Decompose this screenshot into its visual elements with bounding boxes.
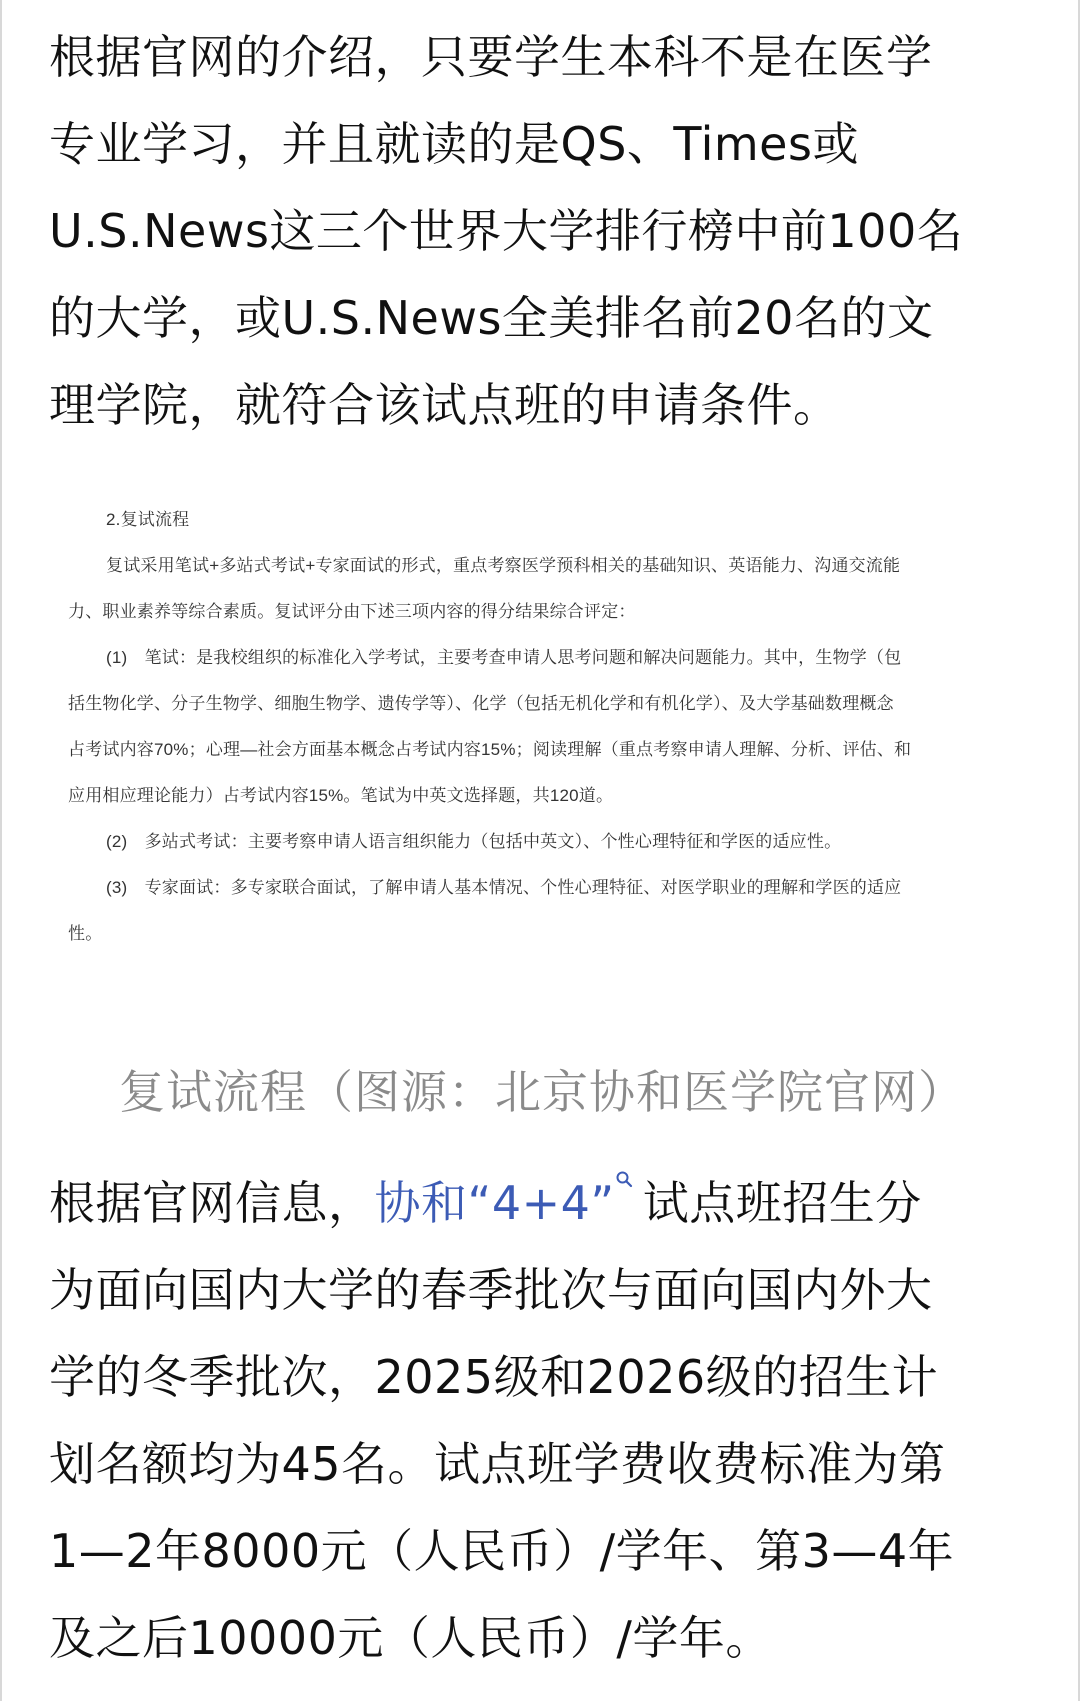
figure-line: 应用相应理论能力）占考试内容15%。笔试为中英文选择题，共120道。 xyxy=(68,786,614,805)
admission-line: 划名额均为45名。试点班学费收费标准为第 xyxy=(49,1437,946,1491)
admission-line: 学的冬季批次，2025级和2026级的招生计 xyxy=(49,1350,939,1404)
intro-line: 根据官网的介绍，只要学生本科不是在医学 xyxy=(49,30,933,84)
intro-line: 理学院，就符合该试点班的申请条件。 xyxy=(49,378,840,432)
admission-paragraph xyxy=(49,1160,1039,1682)
image-caption: 复试流程（图源：北京协和医学院官网） xyxy=(119,1065,965,1119)
xiehe-4plus4-search-link[interactable]: 协和“4+4” xyxy=(374,1176,615,1230)
intro-line: 的大学，或U.S.News全美排名前20名的文 xyxy=(49,291,934,345)
figure-heading: 2.复试流程 xyxy=(106,510,190,529)
admission-line: 及之后10000元（人民币）/学年。 xyxy=(49,1611,772,1665)
figure-line: (1) 笔试：是我校组织的标准化入学考试，主要考查申请人思考问题和解决问题能力。其中，生物学（包 xyxy=(106,648,902,667)
figure-line: (3) 专家面试：多专家联合面试，了解申请人基本情况、个性心理特征、对医学职业的理解和学医的适应 xyxy=(106,878,902,897)
admission-line: 为面向国内大学的春季批次与面向国内外大 xyxy=(49,1263,933,1317)
admission-line-with-link xyxy=(49,1160,1039,1247)
intro-line: 专业学习，并且就读的是QS、Times或 xyxy=(49,117,859,171)
figure-line: 性。 xyxy=(68,924,103,943)
retest-process-image xyxy=(68,505,998,995)
figure-line: 力、职业素养等综合素质。复试评分由下述三项内容的得分结果综合评定： xyxy=(68,602,636,621)
figure-line: 括生物化学、分子生物学、细胞生物学、遗传学等）、化学（包括无机化学和有机化学）、及大学基础数理概念 xyxy=(68,694,894,713)
figure-line: 复试采用笔试+多站式考试+专家面试的形式，重点考察医学预科相关的基础知识、英语能力、沟通交流能 xyxy=(106,556,901,575)
figure-line: (2) 多站式考试：主要考察申请人语言组织能力（包括中英文）、个性心理特征和学医的适应性。 xyxy=(106,832,842,851)
search-icon[interactable] xyxy=(615,1160,637,1200)
intro-line: U.S.News这三个世界大学排行榜中前100名 xyxy=(49,204,964,258)
figure-line: 占考试内容70%；心理—社会方面基本概念占考试内容15%；阅读理解（重点考察申请人理解、分析、评估、和 xyxy=(68,740,912,759)
intro-paragraph xyxy=(49,14,1039,449)
admission-line: 1—2年8000元（人民币）/学年、第3—4年 xyxy=(49,1524,955,1578)
line-text: 试点班招生分 xyxy=(642,1176,922,1230)
line-text: 根据官网信息， xyxy=(49,1176,375,1230)
